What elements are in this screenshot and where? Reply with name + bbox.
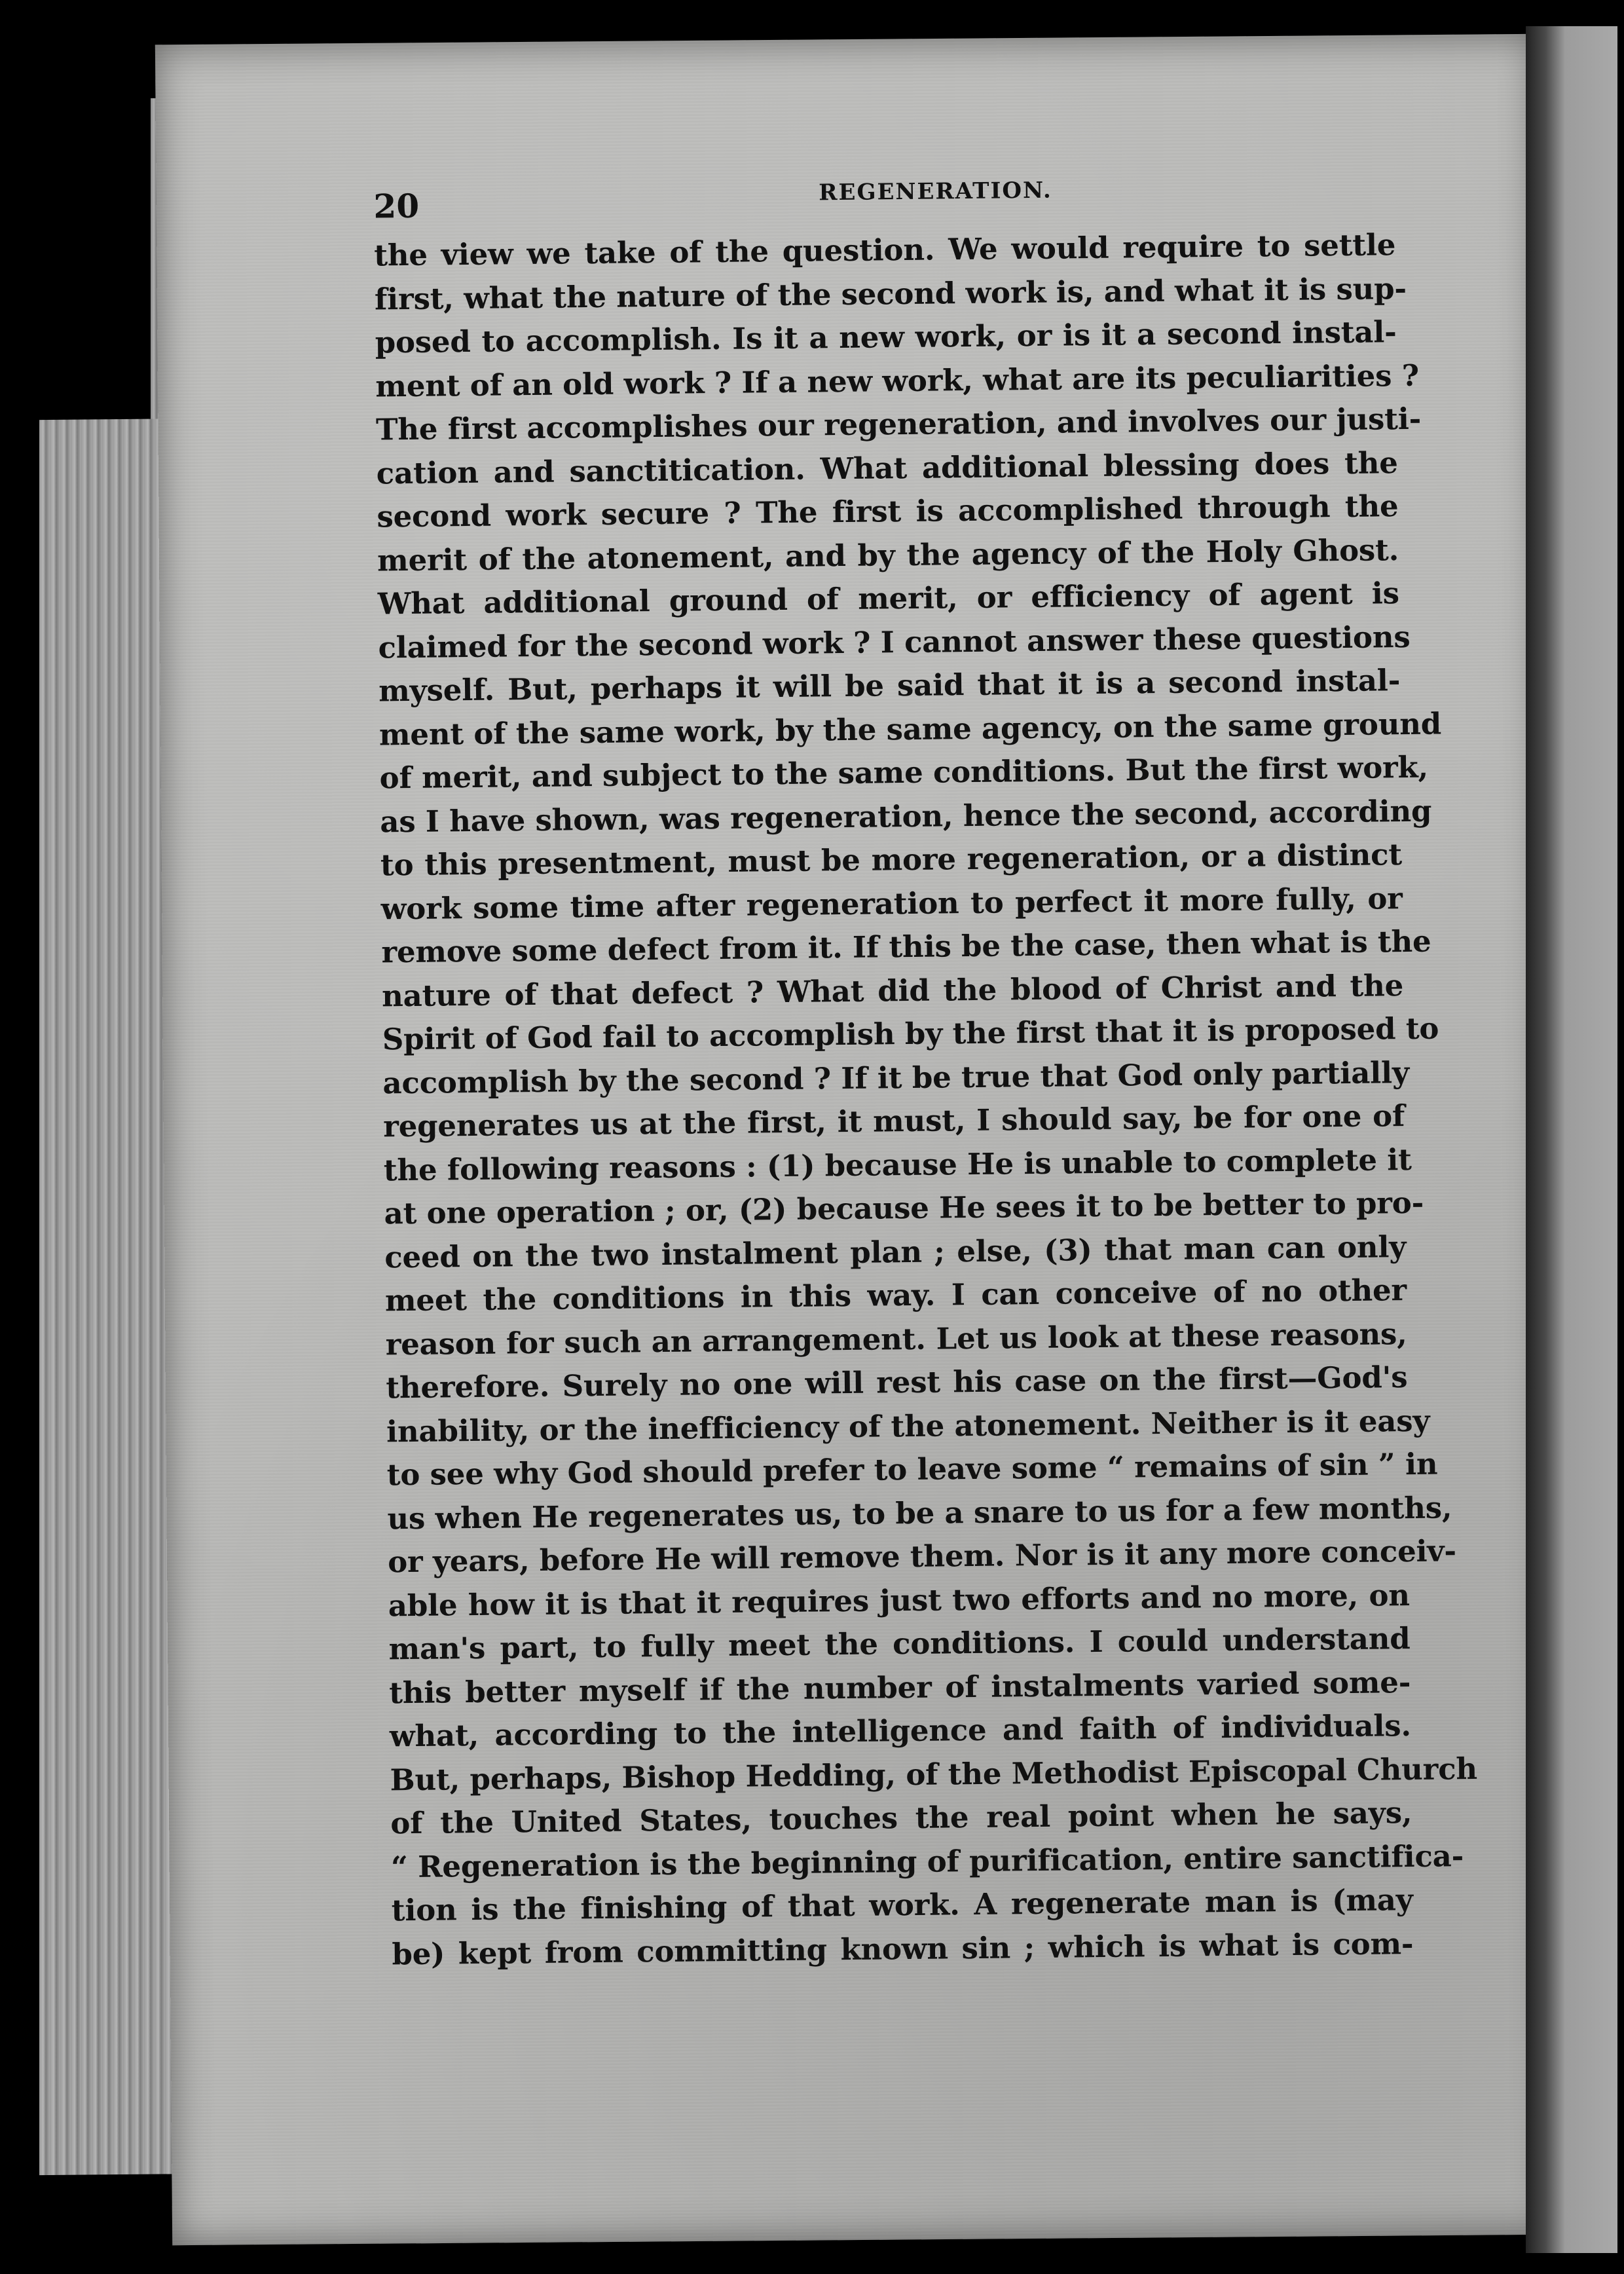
page-content xyxy=(216,164,1478,1978)
text-line: ment of an old work ? If a new work, what are its peculiarities ? xyxy=(375,358,1420,403)
text-line: But, perhaps, Bishop Hedding, of the Methodist Episcopal Church xyxy=(390,1751,1478,1797)
text-line: accomplish by the second ? If it be true that God only partially xyxy=(382,1054,1410,1100)
text-line: remove some defect from it. If this be the case, then what is the xyxy=(381,923,1431,970)
text-line: claimed for the second work ? I cannot answer these questions xyxy=(378,619,1411,665)
text-line: reason for such an arrangement. Let us look at these reasons, xyxy=(385,1316,1407,1362)
text-line: merit of the atonement, and by the agency of the Holy Ghost. xyxy=(377,532,1399,578)
text-line: be) kept from committing known sin ; which is what is com- xyxy=(392,1926,1414,1971)
text-line: of merit, and subject to the same conditions. But the first work, xyxy=(379,749,1429,796)
text-line: ceed on the two instalment plan ; else, (3) that man can only xyxy=(384,1229,1407,1275)
page-header xyxy=(216,164,1409,236)
text-line: to see why God should prefer to leave some “ remains of sin ” in xyxy=(386,1446,1438,1493)
text-line: work some time after regeneration to perfect it more fully, or xyxy=(380,880,1403,926)
text-line: inability, or the inefficiency of the atonement. Neither is it easy xyxy=(386,1403,1430,1449)
running-head: REGENERATION. xyxy=(819,177,1052,206)
text-line: us when He regenerates us, to be a snare to us for a few months, xyxy=(387,1489,1452,1536)
text-line: as I have shown, was regeneration, hence the second, according xyxy=(380,793,1432,839)
text-line: man's part, to fully meet the conditions. I could understand xyxy=(388,1621,1411,1667)
text-line: therefore. Surely no one will rest his case on the first—God's xyxy=(386,1360,1408,1406)
text-line: first, what the nature of the second work is, and what it is sup- xyxy=(374,270,1407,316)
text-line: cation and sanctitication. What additional blessing does the xyxy=(376,445,1398,491)
text-line: what, according to the intelligence and faith of individuals. xyxy=(389,1708,1412,1754)
text-line: Spirit of God fail to accomplish by the first that it is proposed to xyxy=(382,1011,1439,1057)
text-line: second work secure ? The first is accomplished through the xyxy=(377,489,1399,534)
text-line: The first accomplishes our regeneration, and involves our justi- xyxy=(375,401,1422,447)
text-line: the following reasons : (1) because He is unable to complete it xyxy=(383,1142,1412,1187)
text-line: What additional ground of merit, or efficiency of agent is xyxy=(377,576,1400,622)
page-number: 20 xyxy=(373,186,420,226)
text-line: the view we take of the question. We would require to settle xyxy=(373,227,1396,273)
text-line: able how it is that it requires just two efforts and no more, on xyxy=(388,1577,1411,1623)
text-line: posed to accomplish. Is it a new work, or is it a second instal- xyxy=(375,314,1397,360)
text-line: tion is the finishing of that work. A regenerate man is (may xyxy=(391,1882,1413,1928)
text-line: to this presentment, must be more regeneration, or a distinct xyxy=(380,837,1403,883)
text-line: “ Regeneration is the beginning of purification, entire sanctifica- xyxy=(390,1838,1464,1884)
text-line: regenerates us at the first, it must, I should say, be for one of xyxy=(382,1098,1405,1144)
text-line: of the United States, touches the real point when he says, xyxy=(390,1795,1412,1841)
text-line: this better myself if the number of instalments varied some- xyxy=(388,1664,1411,1710)
next-page-edge xyxy=(1526,26,1617,2253)
text-line: myself. But, perhaps it will be said that it is a second instal- xyxy=(378,663,1401,709)
text-line: meet the conditions in this way. I can conceive of no other xyxy=(384,1273,1407,1318)
body-text xyxy=(373,223,1478,1976)
text-line: at one operation ; or, (2) because He sees it to be better to pro- xyxy=(384,1185,1424,1231)
text-line: nature of that defect ? What did the blood of Christ and the xyxy=(381,967,1404,1013)
text-line: ment of the same work, by the same agency, on the same ground xyxy=(378,705,1442,752)
text-line: or years, before He will remove them. Nor is it any more conceiv- xyxy=(387,1533,1457,1580)
